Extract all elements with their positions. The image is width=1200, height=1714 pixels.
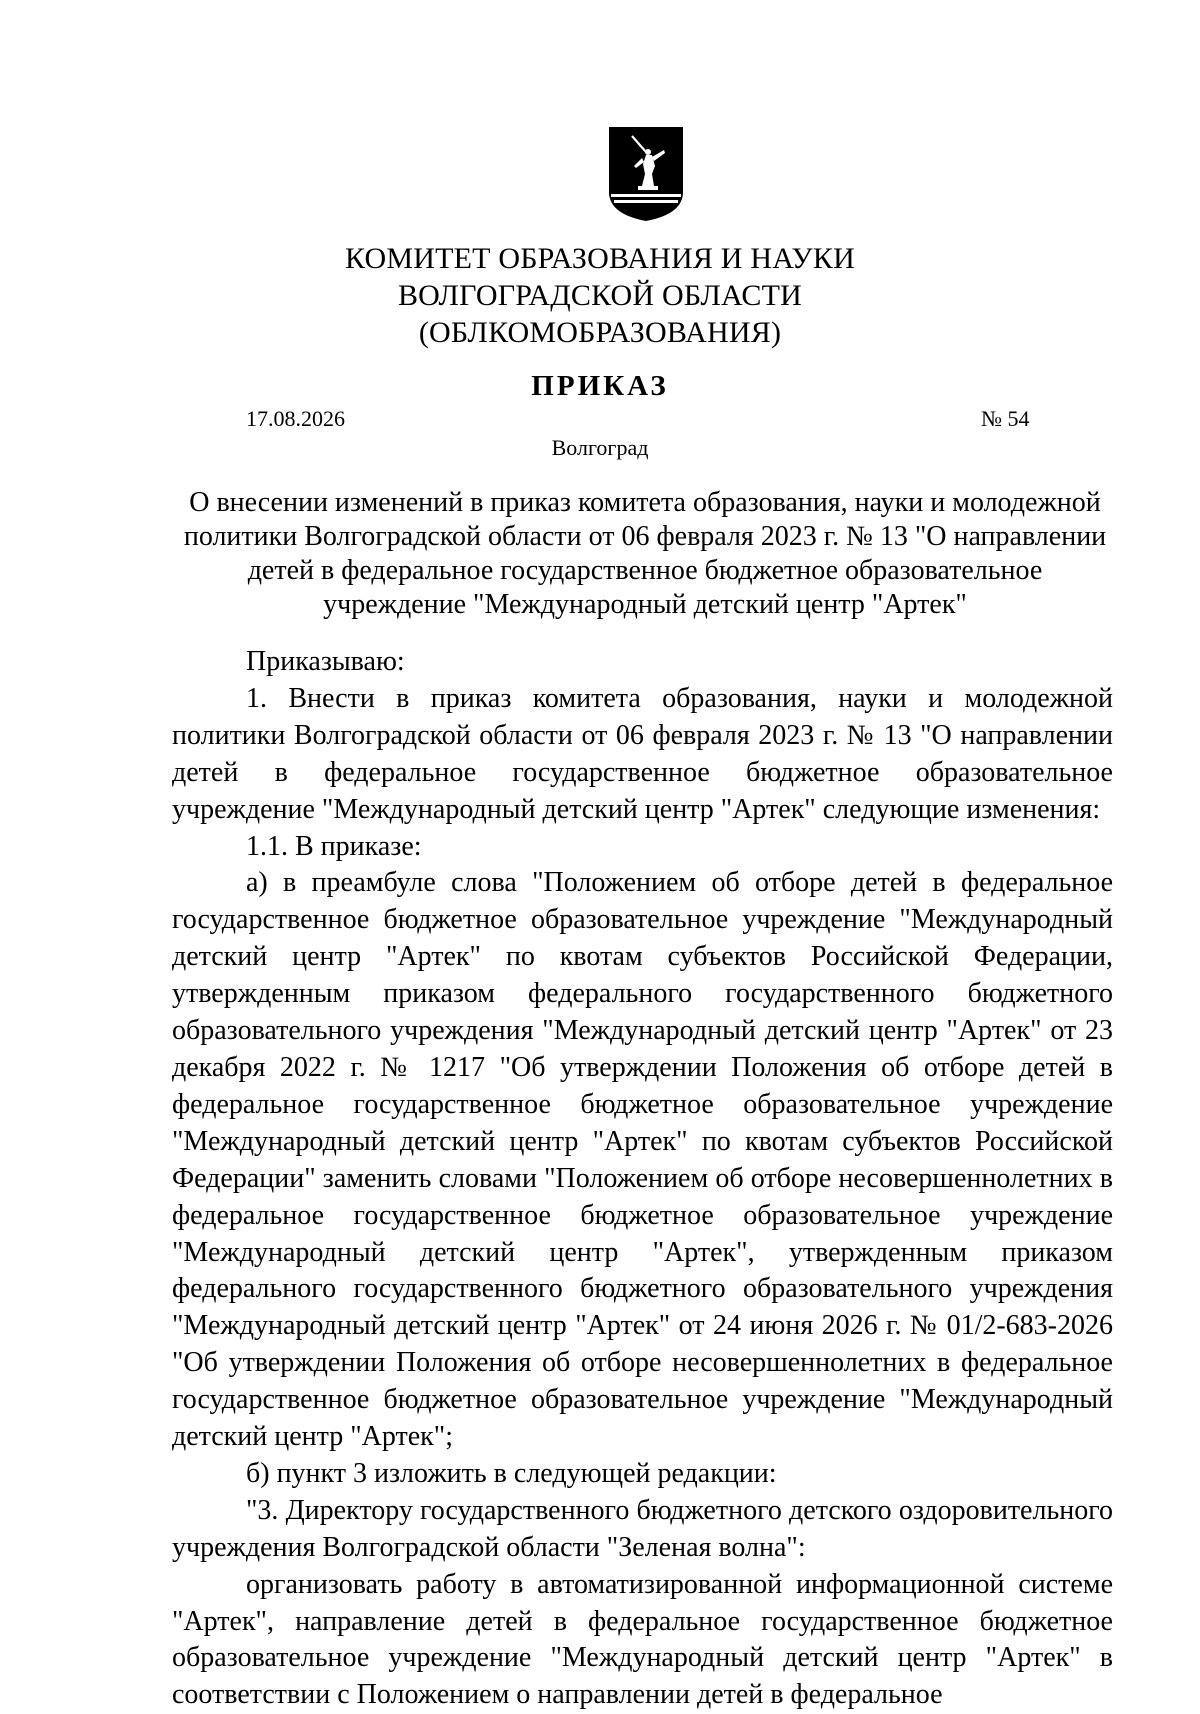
item-1-1-paragraph: 1.1. В приказе: (246, 830, 422, 862)
order-body (172, 644, 1113, 1714)
subject-line-4: учреждение "Международный детский центр "Артек" (323, 589, 967, 620)
item-1-paragraph: 1. Внести в приказ комитета образования, науки и молодежной политики Волгоградской области от 06 февраля 2023 г. № 13 "О направлении детей в федеральное государственное бюджетное образовательное учреждение "Международный детский центр "Артек" следующие изменения: (172, 682, 1113, 825)
subject-line-1: О внесении изменений в приказ комитета образования, науки и молодежной (189, 487, 1101, 518)
item-a-paragraph: а) в преамбуле слова "Положением об отборе детей в федеральное государственное бюджетное образовательное учреждение "Международный детский центр "Артек" по квотам субъектов Российской Федерации, утвержденным приказом федерального государственного бюджетного образовательного учреждения "Международный детский центр "Артек" от 23 декабря 2022 г. № 1217 "Об утверждении Положения об отборе детей в федеральное государственное бюджетное образовательное учреждение "Международный детский центр "Артек" по квотам субъектов Российской Федерации" заменить словами "Положением об отборе несовершеннолетних в федеральное государственное бюджетное образовательное учреждение "Международный детский центр "Артек", утвержденным приказом федерального государственного бюджетного образовательного учреждения "Международный детский центр "Артек" от 24 июня 2026 г. № 01/2-683-2026 "Об утверждении Положения об отборе несовершеннолетних в федеральное государственное бюджетное образовательное учреждение "Международный детский центр "Артек"; (172, 867, 1113, 1453)
coat-of-arms-emblem-icon (608, 126, 684, 222)
item-b-paragraph: б) пункт 3 изложить в следующей редакции: (246, 1457, 777, 1489)
order-city: Волгоград (551, 435, 649, 460)
header-line-3: (ОБЛКОМОБРАЗОВАНИЯ) (418, 316, 782, 349)
item-3-text-paragraph: организовать работу в автоматизированной информационной системе "Артек", направление детей в федеральное государственное бюджетное образовательное учреждение "Международный детский центр "Артек" в соответствии с Положением о направлении детей в федеральное (172, 1568, 1113, 1711)
order-number: № 54 (981, 406, 1030, 431)
order-title: ПРИКАЗ (531, 370, 669, 402)
order-subject (170, 486, 1120, 622)
emblem-graphic (608, 126, 684, 222)
ministry-header (0, 240, 1200, 351)
subject-line-3: детей в федеральное государственное бюджетное образовательное (247, 555, 1043, 586)
header-line-2: ВОЛГОГРАДСКОЙ ОБЛАСТИ (397, 279, 803, 312)
command-paragraph: Приказываю: (246, 646, 405, 677)
header-line-1: КОМИТЕТ ОБРАЗОВАНИЯ И НАУКИ (345, 242, 855, 275)
subject-line-2: политики Волгоградской области от 06 февраля 2023 г. № 13 "О направлении (183, 521, 1107, 552)
order-date: 17.08.2026 (246, 406, 345, 431)
item-3-paragraph: "3. Директору государственного бюджетного детского оздоровительного учреждения Волгоградской области "Зеленая волна": (172, 1494, 1113, 1563)
